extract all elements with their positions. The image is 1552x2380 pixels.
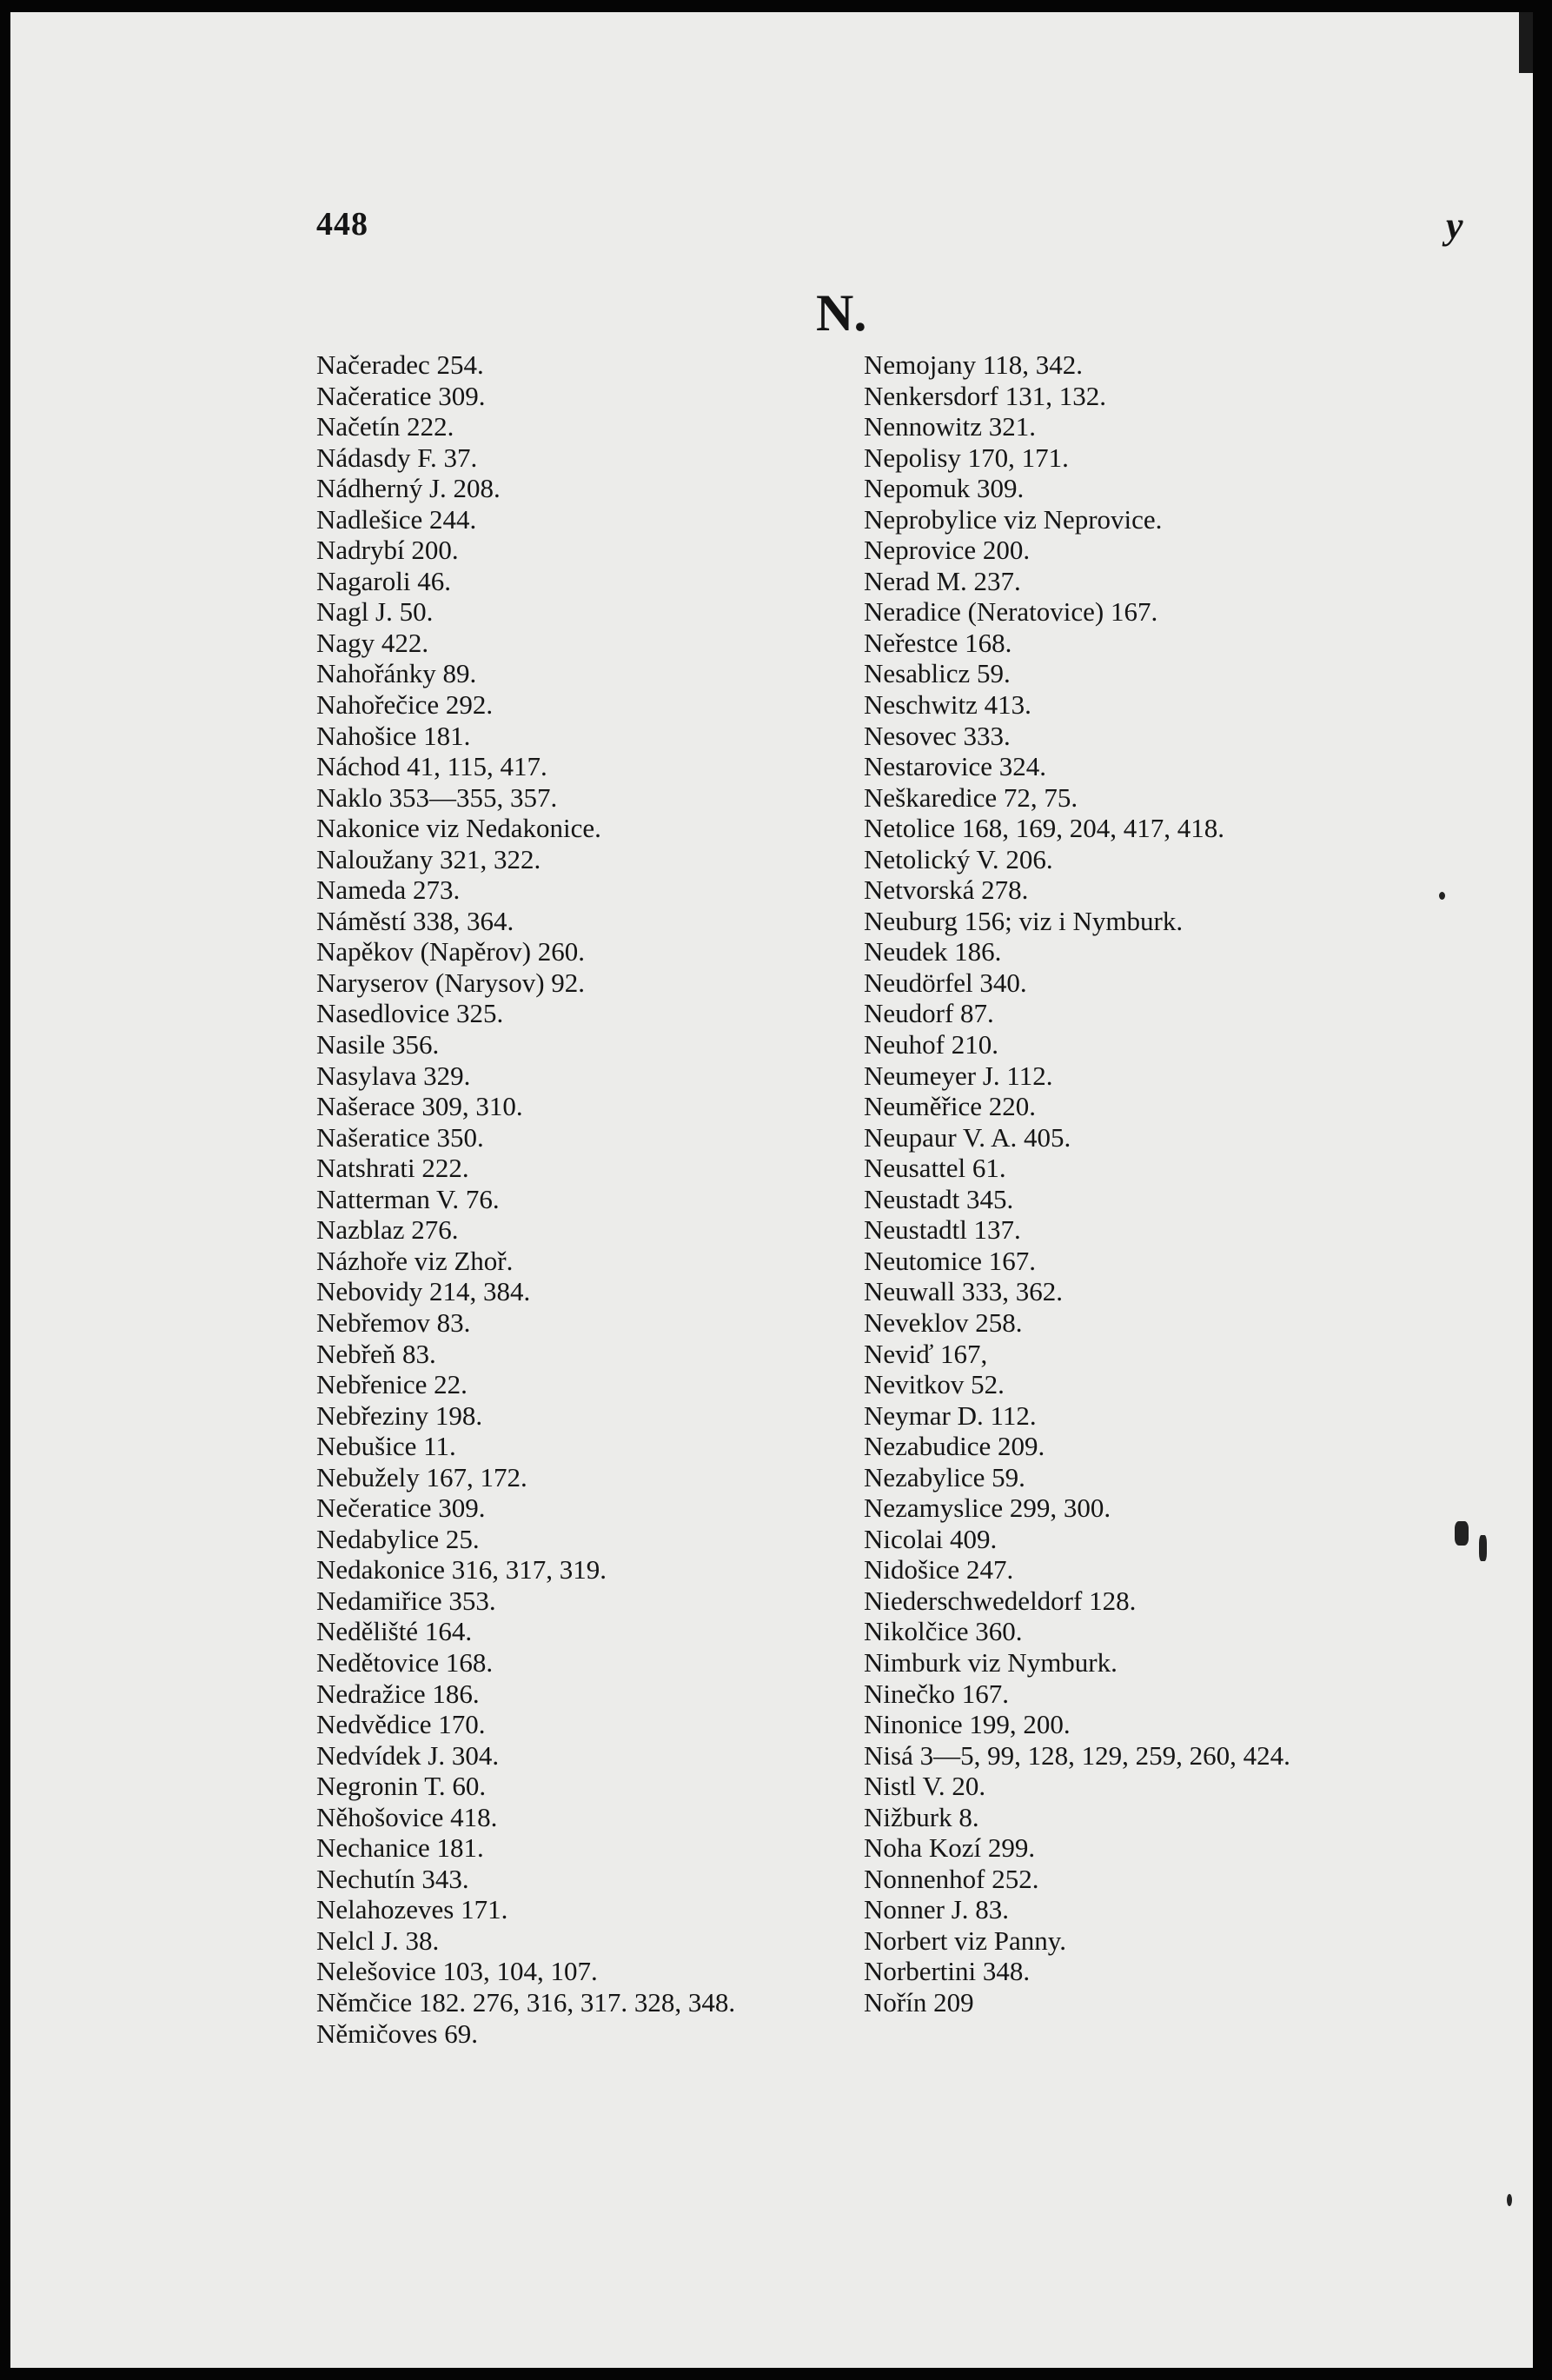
index-entry: Nečeratice 309. [316, 1492, 486, 1524]
index-entry: Nahořánky 89. [316, 658, 477, 689]
section-letter: N. [816, 284, 867, 342]
index-entry: Nagaroli 46. [316, 565, 451, 596]
index-entry: Neustadt 345. [864, 1183, 1014, 1214]
index-entry: Nakonice viz Nedakonice. [316, 813, 601, 844]
index-entry: Nonnenhof 252. [864, 1863, 1039, 1894]
index-entry: Nechanice 181. [316, 1832, 484, 1864]
index-entry: Nedvídek J. 304. [316, 1739, 500, 1771]
index-entry: Neškaredice 72, 75. [864, 781, 1078, 813]
index-entry: Náchod 41, 115, 417. [316, 751, 547, 782]
index-entry: Nahořečice 292. [316, 689, 494, 721]
index-entry: Nemojany 118, 342. [864, 349, 1083, 380]
corner-mark: y [1446, 204, 1463, 247]
index-entry: Neuměřice 220. [864, 1091, 1036, 1122]
index-entry: Nebušice 11. [316, 1431, 456, 1462]
index-entry: Neradice (Neratovice) 167. [864, 596, 1158, 628]
index-entry: Nedětovice 168. [316, 1646, 494, 1678]
index-entry: Nagy 422. [316, 627, 429, 658]
index-entry: Nebužely 167, 172. [316, 1461, 527, 1492]
index-entry: Nebovidy 214, 384. [316, 1276, 531, 1307]
index-entry: Našeratice 350. [316, 1121, 484, 1153]
index-entry: Nedražice 186. [316, 1678, 480, 1709]
index-entry: Nesablicz 59. [864, 658, 1011, 689]
index-entry: Němičoves 69. [316, 2018, 478, 2049]
index-entry: Názhoře viz Zhoř. [316, 1245, 514, 1276]
index-entry: Neusattel 61. [864, 1153, 1006, 1184]
index-entry: Natterman V. 76. [316, 1183, 500, 1214]
index-entry: Nedvědice 170. [316, 1709, 486, 1740]
index-entry: Nedělišté 164. [316, 1616, 473, 1647]
index-entry: Neveklov 258. [864, 1306, 1023, 1338]
index-entry: Nebřeň 83. [316, 1338, 436, 1369]
index-entry: Nezabylice 59. [864, 1461, 1025, 1492]
index-entry: Napěkov (Napěrov) 260. [316, 936, 586, 967]
index-entry: Nestarovice 324. [864, 751, 1047, 782]
index-entry: Neudorf 87. [864, 998, 994, 1029]
index-entry: Netolice 168, 169, 204, 417, 418. [864, 813, 1225, 844]
index-entry: Neřestce 168. [864, 627, 1012, 658]
index-entry: Nahošice 181. [316, 720, 471, 751]
index-entry: Načeradec 254. [316, 349, 484, 380]
index-entry: Nasylava 329. [316, 1060, 471, 1091]
index-entry: Neudörfel 340. [864, 967, 1027, 998]
index-entry: Neudek 186. [864, 936, 1002, 967]
index-entry: Nistl V. 20. [864, 1771, 986, 1802]
index-entry: Naloužany 321, 322. [316, 843, 541, 874]
index-entry: Nepomuk 309. [864, 473, 1025, 504]
index-entry: Nadlešice 244. [316, 503, 477, 535]
index-entry: Nidošice 247. [864, 1554, 1014, 1586]
index-entry: Nisá 3—5, 99, 128, 129, 259, 260, 424. [864, 1739, 1290, 1771]
index-entry: Nevitkov 52. [864, 1369, 1005, 1400]
index-column-right [864, 349, 1455, 2018]
index-entry: Nádherný J. 208. [316, 473, 501, 504]
page-number: 448 [316, 206, 368, 243]
index-entry: Naryserov (Narysov) 92. [316, 967, 586, 998]
index-entry: Nedabylice 25. [316, 1523, 480, 1554]
index-entry: Neutomice 167. [864, 1245, 1037, 1276]
index-entry: Ninečko 167. [864, 1678, 1010, 1709]
index-entry: Norbertini 348. [864, 1956, 1031, 1987]
index-entry: Nennowitz 321. [864, 411, 1037, 442]
index-entry: Negronin T. 60. [316, 1771, 487, 1802]
index-entry: Neprovice 200. [864, 535, 1031, 566]
index-entry: Neupaur V. A. 405. [864, 1121, 1071, 1153]
index-entry: Nezamyslice 299, 300. [864, 1492, 1111, 1524]
index-entry: Neuhof 210. [864, 1029, 998, 1060]
index-entry: Neviď 167, [864, 1338, 988, 1369]
index-entry: Natshrati 222. [316, 1153, 469, 1184]
index-entry: Nelcl J. 38. [316, 1925, 440, 1956]
index-entry: Něhošovice 418. [316, 1801, 498, 1832]
index-entry: Nonner J. 83. [864, 1894, 1010, 1925]
index-entry: Nebřenice 22. [316, 1369, 468, 1400]
index-entry: Neschwitz 413. [864, 689, 1031, 721]
scan-speck [1479, 1535, 1487, 1561]
scan-speck [1455, 1521, 1469, 1546]
index-entry: Načetín 222. [316, 411, 454, 442]
index-entry: Nádasdy F. 37. [316, 442, 478, 473]
index-entry: Nasile 356. [316, 1029, 440, 1060]
index-entry: Nasedlovice 325. [316, 998, 504, 1029]
index-entry: Nerad M. 237. [864, 565, 1021, 596]
index-entry: Neymar D. 112. [864, 1399, 1037, 1431]
index-column-left [316, 349, 907, 2049]
index-entry: Neuburg 156; viz i Nymburk. [864, 905, 1184, 936]
book-page [10, 12, 1533, 2368]
index-entry: Nimburk viz Nymburk. [864, 1646, 1118, 1678]
index-entry: Noha Kozí 299. [864, 1832, 1036, 1864]
index-entry: Nedakonice 316, 317, 319. [316, 1554, 607, 1586]
scan-edge-shadow [1519, 12, 1533, 73]
scan-speck [1439, 892, 1445, 900]
index-entry: Nechutín 343. [316, 1863, 469, 1894]
index-entry: Netolický V. 206. [864, 843, 1053, 874]
index-entry: Nameda 273. [316, 874, 461, 906]
index-entry: Našerace 309, 310. [316, 1091, 523, 1122]
index-entry: Netvorská 278. [864, 874, 1029, 906]
index-entry: Nicolai 409. [864, 1523, 998, 1554]
scan-speck [1507, 2194, 1512, 2206]
index-entry: Nelahozeves 171. [316, 1894, 508, 1925]
index-entry: Nadrybí 200. [316, 535, 459, 566]
index-entry: Náměstí 338, 364. [316, 905, 514, 936]
index-entry: Neprobylice viz Neprovice. [864, 503, 1163, 535]
index-entry: Norbert viz Panny. [864, 1925, 1067, 1956]
index-entry: Němčice 182. 276, 316, 317. 328, 348. [316, 1986, 736, 2018]
index-entry: Načeratice 309. [316, 380, 486, 411]
index-entry: Nazblaz 276. [316, 1214, 459, 1246]
index-entry: Naklo 353—355, 357. [316, 781, 558, 813]
index-entry: Neumeyer J. 112. [864, 1060, 1053, 1091]
index-entry: Neuwall 333, 362. [864, 1276, 1064, 1307]
index-entry: Nenkersdorf 131, 132. [864, 380, 1106, 411]
index-entry: Ninonice 199, 200. [864, 1709, 1071, 1740]
index-entry: Nezabudice 209. [864, 1431, 1045, 1462]
index-entry: Nedamiřice 353. [316, 1585, 496, 1616]
index-entry: Nesovec 333. [864, 720, 1011, 751]
index-entry: Nikolčice 360. [864, 1616, 1023, 1647]
index-entry: Niederschwedeldorf 128. [864, 1585, 1137, 1616]
index-entry: Neustadtl 137. [864, 1214, 1021, 1246]
index-entry: Nořín 209 [864, 1986, 974, 2018]
index-entry: Nelešovice 103, 104, 107. [316, 1956, 598, 1987]
index-entry: Nebřeziny 198. [316, 1399, 483, 1431]
index-entry: Nepolisy 170, 171. [864, 442, 1069, 473]
index-entry: Nagl J. 50. [316, 596, 434, 628]
index-entry: Nižburk 8. [864, 1801, 979, 1832]
index-entry: Nebřemov 83. [316, 1306, 471, 1338]
